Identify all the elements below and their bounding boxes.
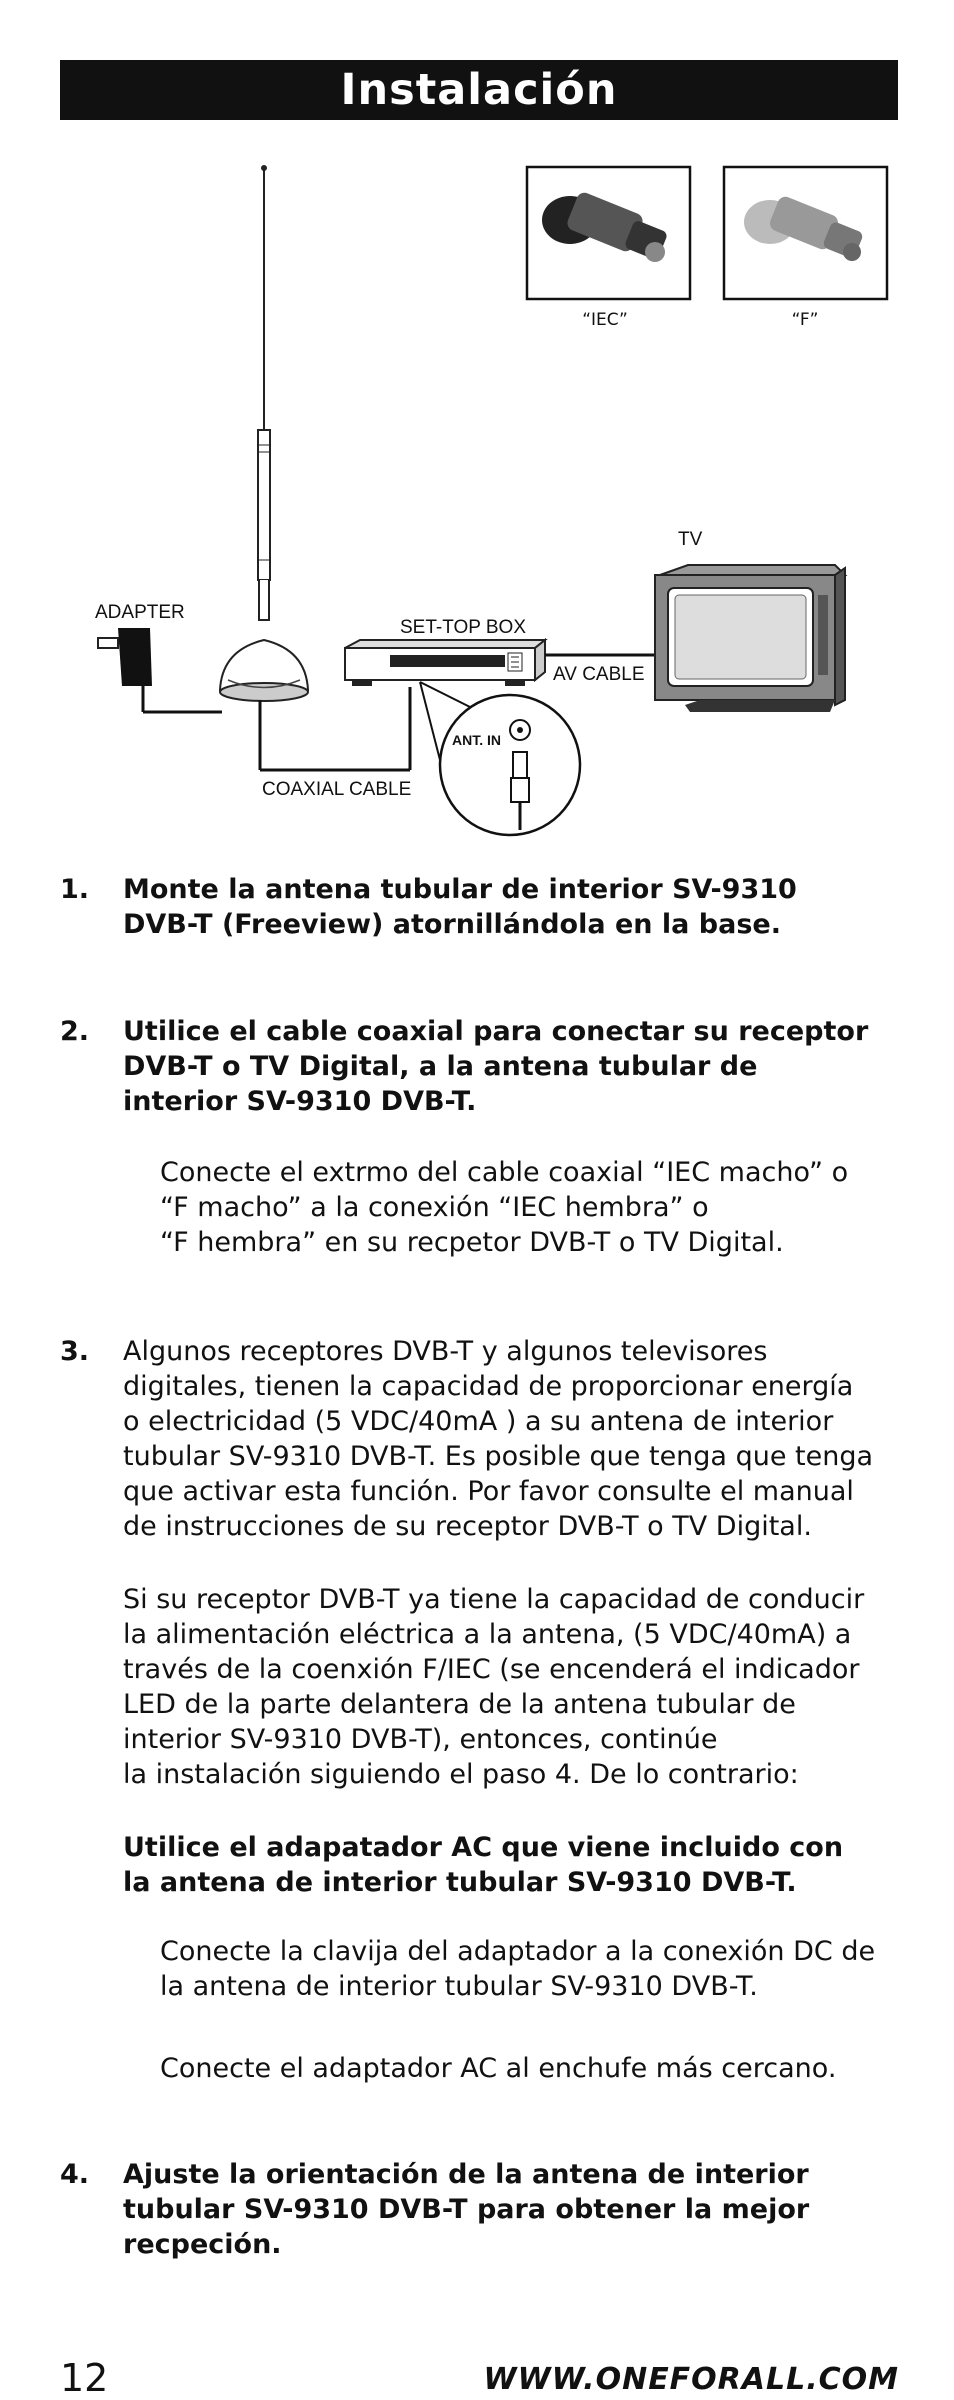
- ant-in-label: ANT. IN: [452, 732, 501, 748]
- step-3-line: la instalación siguiendo el paso 4. De lo contrario:: [123, 1759, 799, 1790]
- ac-adapter: [98, 628, 222, 712]
- step-2-sub-line: Conecte el extrmo del cable coaxial “IEC macho” o: [160, 1157, 849, 1188]
- step-3-sub-line: la antena de interior tubular SV-9310 DVB-T.: [160, 1971, 758, 2002]
- step-3-line: tubular SV-9310 DVB-T. Es posible que tenga que tenga: [123, 1441, 874, 1472]
- set-top-box: [345, 640, 545, 686]
- step-4-line: tubular SV-9310 DVB-T para obtener la mejor: [123, 2194, 810, 2225]
- step-3-line: la alimentación eléctrica a la antena, (5 VDC/40mA) a: [123, 1619, 852, 1650]
- f-connector-photo: [724, 167, 887, 299]
- step-4-text: [123, 2157, 903, 2262]
- step-3-line: o electricidad (5 VDC/40mA ) a su antena de interior: [123, 1406, 834, 1437]
- adapter-label: ADAPTER: [95, 602, 185, 623]
- step-3-line: que activar esta función. Por favor consulte el manual: [123, 1476, 854, 1507]
- step-2-sub-line: “F hembra” en su recpetor DVB-T o TV Digital.: [160, 1227, 784, 1258]
- step-2-number: 2.: [60, 1016, 90, 1047]
- tv-set: [655, 565, 845, 712]
- step-3-line: LED de la parte delantera de la antena tubular de: [123, 1689, 796, 1720]
- step-1-line: DVB-T (Freeview) atornillándola en la base.: [123, 909, 781, 940]
- page-title: Instalación: [60, 60, 898, 120]
- step-3-line: Si su receptor DVB-T ya tiene la capacidad de conducir: [123, 1584, 865, 1615]
- step-3-paragraph-1: [123, 1334, 903, 1544]
- step-3-paragraph-2: [123, 1582, 903, 1792]
- step-3-bold-line: la antena de interior tubular SV-9310 DVB-T.: [123, 1867, 797, 1898]
- step-3-line: Algunos receptores DVB-T y algunos televisores: [123, 1336, 768, 1367]
- settop-label: SET-TOP BOX: [400, 617, 527, 638]
- step-3-number: 3.: [60, 1336, 90, 1367]
- step-2-line: interior SV-9310 DVB-T.: [123, 1086, 477, 1117]
- step-2-line: DVB-T o TV Digital, a la antena tubular de: [123, 1051, 758, 1082]
- step-3-instruction-2: [160, 2051, 920, 2086]
- tubular-antenna: [220, 165, 308, 701]
- page-number: 12: [60, 2356, 109, 2400]
- step-2-line: Utilice el cable coaxial para conectar su receptor: [123, 1016, 869, 1047]
- website-link[interactable]: WWW.ONEFORALL.COM: [483, 2362, 899, 2397]
- step-1-line: Monte la antena tubular de interior SV-9310: [123, 874, 797, 905]
- step-3-line: digitales, tienen la capacidad de proporcionar energía: [123, 1371, 854, 1402]
- step-4-line: recpeción.: [123, 2229, 282, 2260]
- ant-in-detail: [420, 682, 580, 835]
- step-4-number: 4.: [60, 2159, 90, 2190]
- coaxial-cable-label: COAXIAL CABLE: [262, 779, 412, 800]
- installation-diagram: [0, 140, 954, 850]
- step-2-text: [123, 1014, 903, 1119]
- step-3-line: de instrucciones de su receptor DVB-T o TV Digital.: [123, 1511, 812, 1542]
- av-cable-label: AV CABLE: [553, 664, 645, 685]
- step-3-bold-line: Utilice el adapatador AC que viene incluido con: [123, 1832, 844, 1863]
- step-3-sub-line: Conecte el adaptador AC al enchufe más cercano.: [160, 2053, 837, 2084]
- step-3-instruction-1: [160, 1934, 920, 2004]
- iec-label: “IEC”: [582, 310, 628, 330]
- step-1-text: [123, 872, 903, 942]
- step-4-line: Ajuste la orientación de la antena de interior: [123, 2159, 809, 2190]
- step-3-sub-line: Conecte la clavija del adaptador a la conexión DC de: [160, 1936, 876, 1967]
- step-2-sub-line: “F macho” a la conexión “IEC hembra” o: [160, 1192, 709, 1223]
- step-2-instruction: [160, 1155, 920, 1260]
- tv-label: TV: [678, 529, 703, 550]
- iec-connector-photo: [527, 167, 690, 299]
- step-1-number: 1.: [60, 874, 90, 905]
- step-3-adapter-heading: [123, 1830, 903, 1900]
- step-3-line: interior SV-9310 DVB-T), entonces, continúe: [123, 1724, 718, 1755]
- step-3-line: través de la coenxión F/IEC (se encenderá el indicador: [123, 1654, 860, 1685]
- f-label: “F”: [791, 310, 819, 330]
